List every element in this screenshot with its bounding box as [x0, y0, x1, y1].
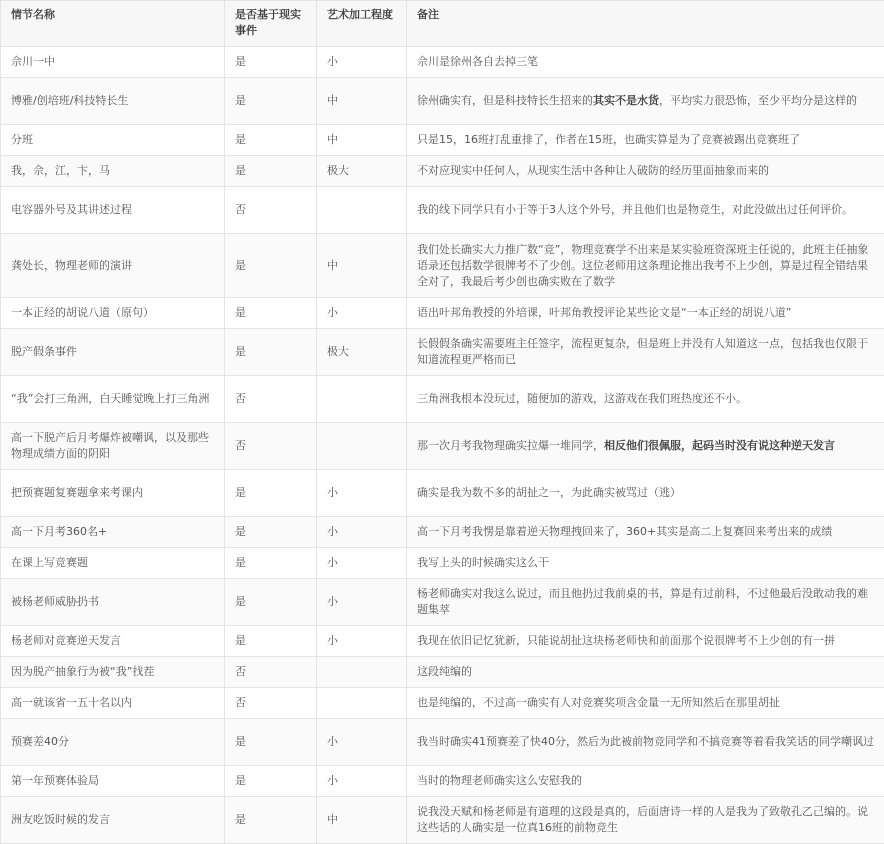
- cell-note: 三角洲我根本没玩过，随便加的游戏，这游戏在我们班热度还不小。: [407, 376, 884, 423]
- table-row: [1, 78, 884, 125]
- cell-note: [407, 423, 884, 470]
- cell-level: 小: [317, 47, 407, 78]
- cell-level: 中: [317, 125, 407, 156]
- header-notes: 备注: [407, 1, 884, 47]
- cell-plot-name: 高一下脱产后月考爆炸被嘲讽，以及那些物理成绩方面的阴阳: [1, 423, 225, 470]
- cell-real: 是: [225, 47, 317, 78]
- cell-real: 是: [225, 329, 317, 376]
- cell-real: 否: [225, 423, 317, 470]
- table-row: [1, 719, 884, 766]
- cell-note: 只是15，16班打乱重排了，作者在15班，也确实算是为了竞赛被踢出竞赛班了: [407, 125, 884, 156]
- table-row: [1, 234, 884, 298]
- cell-plot-name: 龚处长，物理老师的演讲: [1, 234, 225, 298]
- cell-level: 小: [317, 579, 407, 626]
- note-text: 那一次月考我物理确实拉爆一堆同学，: [417, 439, 604, 452]
- cell-plot-name: 把预赛题复赛题拿来考课内: [1, 470, 225, 517]
- cell-plot-name: 我，佘，江，卞，马: [1, 156, 225, 187]
- cell-level: [317, 187, 407, 234]
- cell-note: [407, 78, 884, 125]
- cell-real: 是: [225, 766, 317, 797]
- cell-note: 高一下月考我愣是靠着逆天物理拽回来了，360+其实是高二上复赛回来考出来的成绩: [407, 517, 884, 548]
- cell-note: 我当时确实41预赛差了快40分，然后为此被前物竞同学和不搞竞赛等着看我笑话的同学嘲讽过: [407, 719, 884, 766]
- cell-level: 小: [317, 626, 407, 657]
- table-row: [1, 517, 884, 548]
- table-row: [1, 423, 884, 470]
- cell-plot-name: “我”会打三角洲，白天睡觉晚上打三角洲: [1, 376, 225, 423]
- cell-level: [317, 657, 407, 688]
- cell-note: 也是纯编的，不过高一确实有人对竞赛奖项含金量一无所知然后在那里胡扯: [407, 688, 884, 719]
- cell-plot-name: 因为脱产抽象行为被“我”找茬: [1, 657, 225, 688]
- cell-real: 是: [225, 156, 317, 187]
- cell-level: 小: [317, 470, 407, 517]
- header-plot-name: 情节名称: [1, 1, 225, 47]
- table-row: [1, 125, 884, 156]
- table-header-row: [1, 1, 884, 47]
- table-row: [1, 657, 884, 688]
- cell-real: 是: [225, 298, 317, 329]
- cell-note: 佘川是徐州各自去掉三笔: [407, 47, 884, 78]
- cell-plot-name: 佘川一中: [1, 47, 225, 78]
- cell-level: 中: [317, 234, 407, 298]
- cell-level: 小: [317, 719, 407, 766]
- cell-level: 极大: [317, 329, 407, 376]
- cell-plot-name: 洲友吃饭时候的发言: [1, 797, 225, 844]
- cell-plot-name: 电容器外号及其讲述过程: [1, 187, 225, 234]
- cell-plot-name: 高一就该省一五十名以内: [1, 688, 225, 719]
- table-row: [1, 688, 884, 719]
- cell-level: [317, 688, 407, 719]
- note-text: ，平均实力很恐怖，至少平均分是这样的: [659, 94, 857, 107]
- table-row: [1, 797, 884, 844]
- cell-real: 否: [225, 376, 317, 423]
- cell-note: 不对应现实中任何人，从现实生活中各种让人破防的经历里面抽象而来的: [407, 156, 884, 187]
- cell-note: 我现在依旧记忆犹新，只能说胡扯这块杨老师快和前面那个说很牌考不上少创的有一拼: [407, 626, 884, 657]
- cell-plot-name: 分班: [1, 125, 225, 156]
- cell-level: 小: [317, 298, 407, 329]
- cell-note: 我的线下同学只有小于等于3人这个外号，并且他们也是物竞生，对此没做出过任何评价。: [407, 187, 884, 234]
- cell-note: 杨老师确实对我这么说过，而且他扔过我前桌的书，算是有过前科，不过他最后没敢动我的难题集萃: [407, 579, 884, 626]
- cell-note: 说我没天赋和杨老师是有道理的这段是真的，后面唐诗一样的人是我为了致敬孔乙己编的。说这些话的人确实是一位真16班的前物竞生: [407, 797, 884, 844]
- table-row: [1, 766, 884, 797]
- table-row: [1, 156, 884, 187]
- cell-level: 小: [317, 548, 407, 579]
- cell-real: 是: [225, 797, 317, 844]
- cell-real: 否: [225, 688, 317, 719]
- table-row: [1, 187, 884, 234]
- note-emphasis: 相反他们很佩服，起码当时没有说这种逆天发言: [604, 439, 835, 452]
- table-row: [1, 47, 884, 78]
- table-row: [1, 579, 884, 626]
- cell-level: 小: [317, 766, 407, 797]
- cell-level: [317, 376, 407, 423]
- cell-real: 是: [225, 626, 317, 657]
- cell-real: 是: [225, 125, 317, 156]
- cell-note: 这段纯编的: [407, 657, 884, 688]
- cell-real: 是: [225, 548, 317, 579]
- header-art-level: 艺术加工程度: [317, 1, 407, 47]
- cell-real: 是: [225, 517, 317, 548]
- cell-real: 否: [225, 187, 317, 234]
- cell-real: 是: [225, 78, 317, 125]
- cell-level: [317, 423, 407, 470]
- cell-plot-name: 杨老师对竞赛逆天发言: [1, 626, 225, 657]
- cell-plot-name: 脱产假条事件: [1, 329, 225, 376]
- header-based-on-real: 是否基于现实事件: [225, 1, 317, 47]
- cell-note: 当时的物理老师确实这么安慰我的: [407, 766, 884, 797]
- cell-level: 极大: [317, 156, 407, 187]
- cell-plot-name: 高一下月考360名+: [1, 517, 225, 548]
- cell-plot-name: 预赛差40分: [1, 719, 225, 766]
- table-row: [1, 376, 884, 423]
- cell-note: 我们处长确实大力推广数“竞”，物理竞赛学不出来是某实验班资深班主任说的，此班主任抽象语录还包括数学很牌考不了少创。这位老师用这条理论推出我考不上少创，算是过程全错结果全对了，我最后考少创也确实败在了数学: [407, 234, 884, 298]
- cell-plot-name: 在课上写竞赛题: [1, 548, 225, 579]
- table-row: [1, 298, 884, 329]
- cell-real: 否: [225, 657, 317, 688]
- note-text: 徐州确实有，但是科技特长生招来的: [417, 94, 593, 107]
- cell-plot-name: 第一年预赛体验局: [1, 766, 225, 797]
- table-row: [1, 329, 884, 376]
- cell-note: 确实是我为数不多的胡扯之一，为此确实被骂过（逃）: [407, 470, 884, 517]
- cell-level: 小: [317, 517, 407, 548]
- cell-real: 是: [225, 719, 317, 766]
- cell-note: 我写上头的时候确实这么干: [407, 548, 884, 579]
- cell-level: 中: [317, 78, 407, 125]
- cell-real: 是: [225, 579, 317, 626]
- cell-note: 长假假条确实需要班主任签字，流程更复杂，但是班上并没有人知道这一点，包括我也仅限于知道流程更严格而已: [407, 329, 884, 376]
- cell-note: 语出叶邦角教授的外培课，叶邦角教授评论某些论文是“一本正经的胡说八道”: [407, 298, 884, 329]
- cell-real: 是: [225, 470, 317, 517]
- cell-plot-name: 博雅/创培班/科技特长生: [1, 78, 225, 125]
- cell-level: 中: [317, 797, 407, 844]
- note-emphasis: 其实不是水货: [593, 94, 659, 107]
- table-row: [1, 548, 884, 579]
- cell-plot-name: 一本正经的胡说八道（原句）: [1, 298, 225, 329]
- cell-real: 是: [225, 234, 317, 298]
- cell-plot-name: 被杨老师威胁扔书: [1, 579, 225, 626]
- table-row: [1, 626, 884, 657]
- table-row: [1, 470, 884, 517]
